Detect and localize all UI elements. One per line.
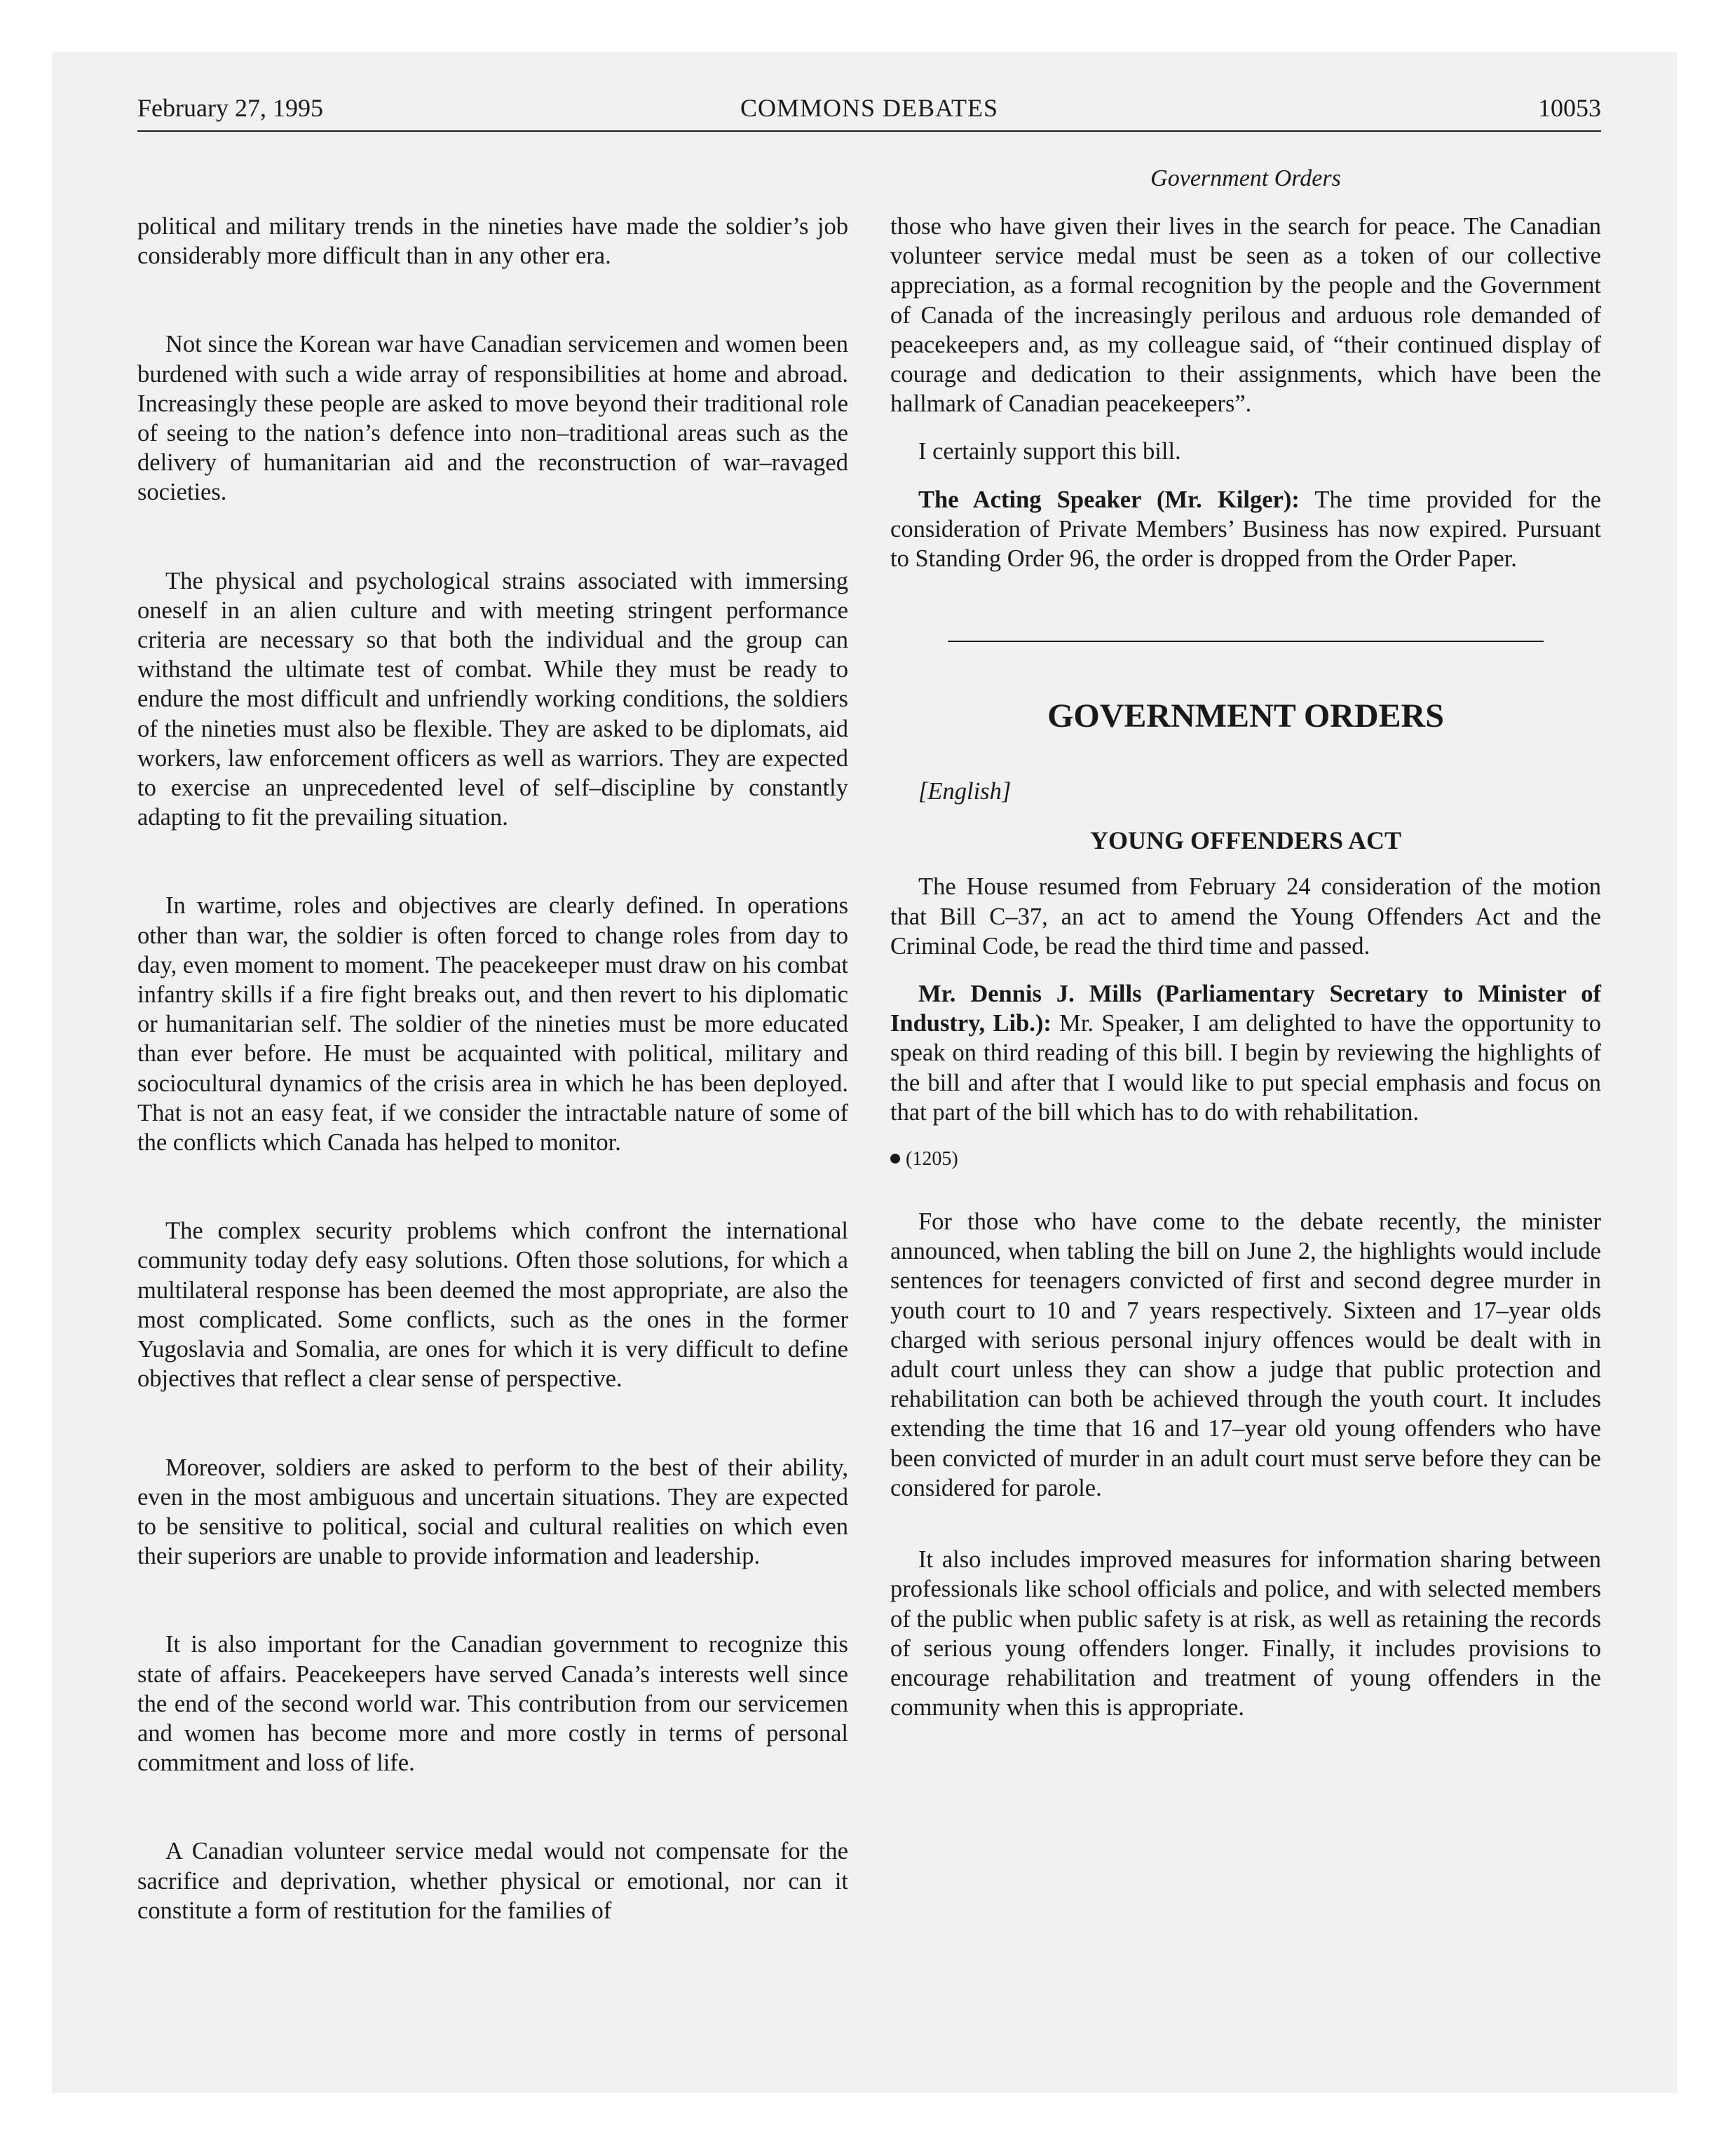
paragraph: The complex security problems which confront the international community today defy easy solutions. Often those solutions, for which a multilateral response has been deemed the most appropriate, are also the most complicated. Some conflicts, such as the ones in the former Yugoslavia and Somalia, are ones for which it is very difficult to define objectives that reflect a clear sense of perspective. — [137, 1217, 848, 1393]
header-rule — [137, 130, 1601, 132]
section-divider — [948, 641, 1544, 642]
paragraph: I certainly support this bill. — [918, 438, 1181, 465]
bill-title: YOUNG OFFENDERS ACT — [1089, 826, 1402, 855]
language-tag: [English] — [918, 778, 1012, 805]
speaker-paragraph — [890, 979, 1601, 1127]
paragraph: Not since the Korean war have Canadian servicemen and women been burdened with such a wide array of responsibilities at home and abroad. Increasingly these people are asked to move beyond their traditional role of seeing to the nation’s defence into non–traditional areas such as the delivery of humanitarian aid and the reconstruction of war–ravaged societies. — [137, 331, 848, 506]
paragraph: those who have given their lives in the search for peace. The Canadian volunteer service medal must be seen as a token of our collective appreciation, as a formal recognition by the people and the Government of Canada of the increasingly perilous and arduous role demanded of peacekeepers and, as my colleague said, of “their continued display of courage and dedication to their assignments, which have been the hallmark of Canadian peacekeepers”. — [890, 213, 1601, 418]
left-column — [137, 212, 848, 1984]
speech-text: The time provided for the consideration of Private Members’ Business has now expired. Pursuant to Standing Order 96, the order is dropped from the Order Paper. — [890, 486, 1602, 573]
paragraph: For those who have come to the debate recently, the minister announced, when tabling the bill on June 2, the highlights would include sentences for teenagers convicted of first and second degree murder in youth court to 10 and 7 years respectively. Sixteen and 17–year olds charged with serious personal injury offences would be dealt with in adult court unless they can show a judge that public protection and rehabilitation can both be achieved through the youth court. It includes extending the time that 16 and 17–year old young offenders who have been convicted of murder in an adult court must serve before they can be considered for parole. — [890, 1208, 1601, 1501]
speaker-name: Mr. Dennis J. Mills (Parliamentary Secretary to Minister of Industry, Lib.): — [890, 981, 1601, 1037]
paragraph: In wartime, roles and objectives are clearly defined. In operations other than war, the soldier is often forced to change roles from day to day, even moment to moment. The peacekeeper must draw on his combat infantry skills if a fire fight breaks out, and then revert to his diplomatic or humanitarian self. The soldier of the nineties must be more educated than ever before. He must be acquainted with political, military and sociocultural dynamics of the crisis area in which he has been deployed. That is not an easy feat, if we consider the intractable nature of some of the conflicts which Canada has helped to monitor. — [137, 892, 848, 1157]
paragraph: A Canadian volunteer service medal would not compensate for the sacrifice and deprivation, whether physical or emotional, nor can it constitute a form of restitution for the families of — [137, 1838, 848, 1924]
paragraph: It is also important for the Canadian government to recognize this state of affairs. Peacekeepers have served Canada’s interests well since the end of the second world war. This contribution from our servicemen and women has become more and more costly in terms of personal commitment and loss of life. — [137, 1631, 848, 1777]
paragraph: The House resumed from February 24 consideration of the motion that Bill C–37, an act to amend the Young Offenders Act and the Criminal Code, be read the third time and passed. — [890, 873, 1601, 960]
header-date: February 27, 1995 — [137, 94, 323, 122]
time-stamp — [890, 1145, 1601, 1173]
header-page-number: 10053 — [1538, 94, 1601, 122]
section-title: GOVERNMENT ORDERS — [1047, 697, 1444, 735]
speech-text: Mr. Speaker, I am delighted to have the opportunity to speak on third reading of this bill. I begin by reviewing the highlights of the bill and after that I would like to put special emphasis and focus on that part of the bill which has to do with rehabilitation. — [890, 1010, 1602, 1126]
paragraph: It also includes improved measures for information sharing between professionals like school officials and police, and with selected members of the public when public safety is at risk, as well as retaining the records of serious young offenders longer. Finally, it includes provisions to encourage rehabilitation and treatment of young offenders in the community when this is appropriate. — [890, 1546, 1601, 1721]
bullet-icon — [890, 1154, 900, 1164]
section-running-head: Government Orders — [1150, 165, 1341, 191]
right-column — [890, 212, 1601, 1740]
running-head — [137, 90, 1601, 126]
speaker-name: The Acting Speaker (Mr. Kilger): — [918, 486, 1300, 513]
paragraph: Moreover, soldiers are asked to perform to the best of their ability, even in the most ambiguous and uncertain situations. They are expected to be sensitive to political, social and cultural realities on which even their superiors are unable to provide information and leadership. — [137, 1454, 848, 1570]
paragraph: The physical and psychological strains associated with immersing oneself in an alien culture and with meeting stringent performance criteria are necessary so that both the individual and the group can withstand the ultimate test of combat. While they must be ready to endure the most difficult and unfriendly working conditions, the soldiers of the nineties must also be flexible. They are asked to be diplomats, aid workers, law enforcement officers as well as warriors. They are expected to exercise an unprecedented level of self–discipline by constantly adapting to fit the prevailing situation. — [137, 567, 848, 831]
speaker-paragraph — [890, 485, 1601, 574]
paragraph: political and military trends in the nineties have made the soldier’s job considerably more difficult than in any other era. — [137, 213, 848, 270]
header-journal-title: COMMONS DEBATES — [740, 94, 999, 122]
time-stamp-text: (1205) — [906, 1148, 958, 1171]
